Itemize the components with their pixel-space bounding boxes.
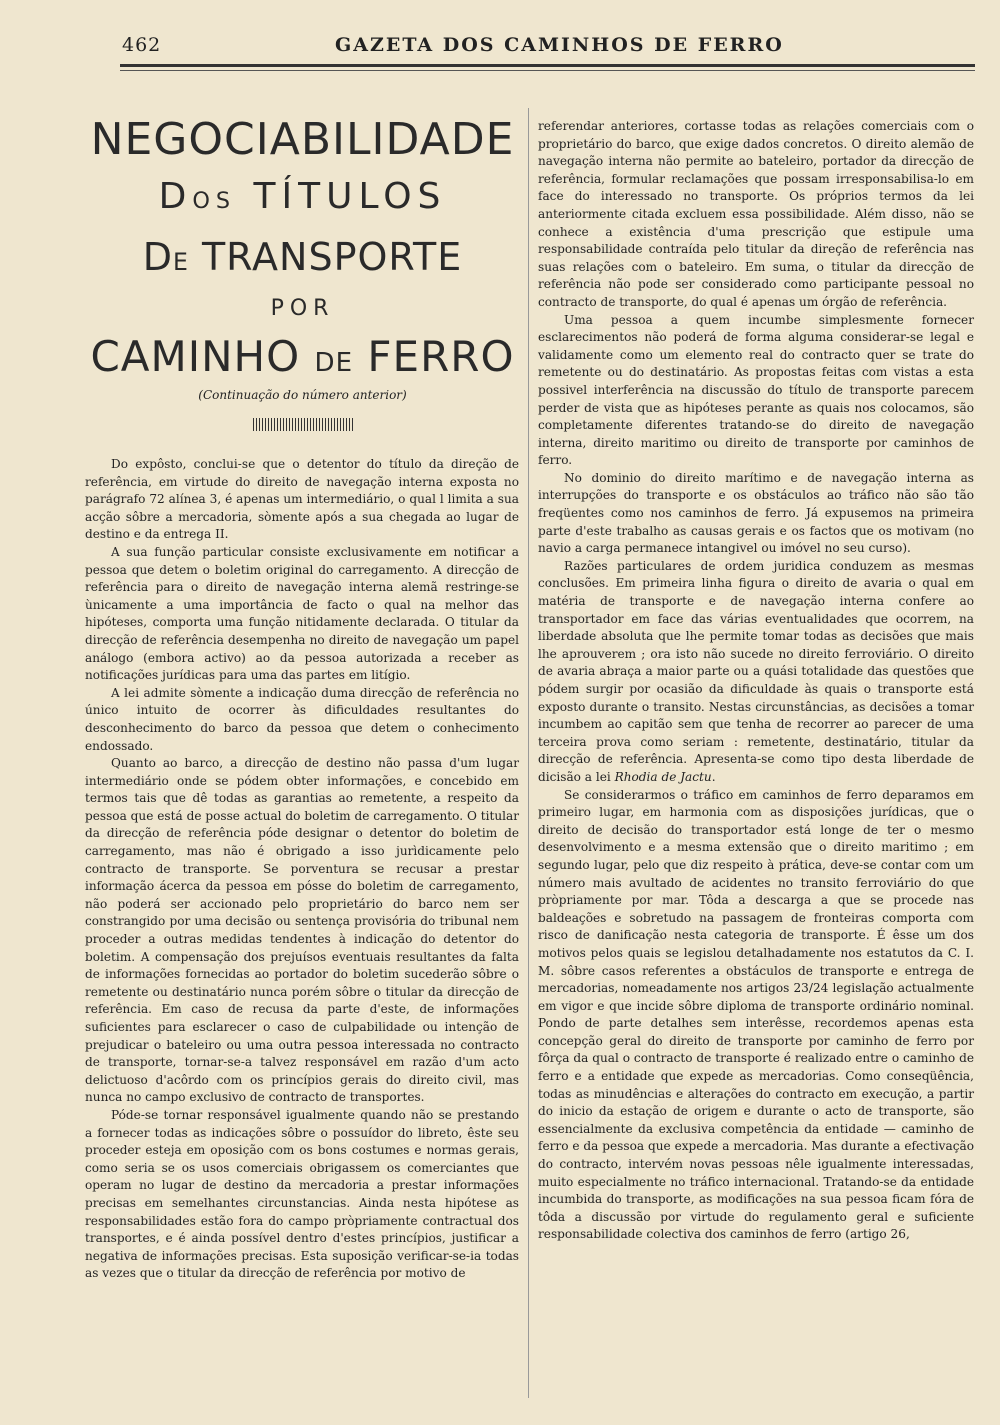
article-title — [85, 110, 520, 393]
left-column — [85, 456, 519, 1283]
title-line-1: NEGOCIABILIDADE — [90, 114, 515, 165]
paragraph: referendar anteriores, cortasse todas as relações comerciais com o proprietário do barco, que exige dados concretos. O direito alemão de navegação interna não permite ao bateleiro, portador da direcção de referência, formular reclamações que possam irresponsabilisa-lo em face do interessado no transporte. Os próprios termos da lei anteriormente citada excluem essa possibilidade. Além disso, não se conhece a existência d'uma prescrição que estipule uma responsabilidade contraída pelo titular da direção de referência nas suas relações com o bateleiro. Em suma, o titular da direcção de referência não pode ser considerado como participante pessoal no contracto de transporte, do qual é apenas um órgão de referência. — [538, 119, 974, 309]
paragraph: A sua função particular consiste exclusivamente em notificar a pessoa que detem o boletim original do carregamento. A direcção de referência para o direito de navegação interna alemã restringe-se ùnicamente a uma importância de facto o qual na melhor das hipóteses, comporta uma função nitidamente declarada. O titular da direcção de referência desempenha no direito de navegação um papel análogo (embora activo) ao da pessoa autorizada a receber as notificações jurídicas para uma das partes em litígio. — [85, 544, 519, 683]
title-line-5: CAMINHO DE FERRO — [90, 332, 515, 381]
page-header — [120, 30, 980, 64]
paragraph: Póde-se tornar responsável igualmente quando não se prestando a fornecer todas as indicações sôbre o possuídor do libreto, êste seu proceder esteja em oposição com os bons costumes e normas gerais, como seria se os usos comerciais obrigassem os comerciantes que operam no lugar de destino da mercadoria a prestar informações precisas em semelhantes circunstancias. Ainda nesta hipótese as responsabilidades estão fora do campo pròpriamente contractual dos transportes, e é ainda possível dentro d'estes princípios, justificar a negativa de informações precisas. Esta suposição verificar-se-ia todas as vezes que o titular da direcção de referência por motivo de — [85, 1107, 519, 1281]
paragraph: No dominio do direito marítimo e de navegação interna as interrupções do transporte e os obstáculos ao tráfico não são tão freqüentes como nos caminhos de ferro. Já expusemos na primeira parte d'este trabalho as causas gerais e os factos que os motivam (no navio a carga permanece intangivel ou imóvel no seu curso). — [538, 470, 974, 556]
continuation-note: (Continuação do número anterior) — [198, 388, 407, 402]
page-number: 462 — [122, 34, 162, 56]
column-divider — [528, 108, 529, 1398]
title-line-2: DOS TÍTULOS — [158, 176, 447, 217]
title-line-4: POR — [270, 296, 335, 321]
header-rule — [120, 64, 975, 67]
paragraph: Uma pessoa a quem incumbe simplesmente fornecer esclarecimentos não poderá de forma alguma considerar-se legal e validamente como um elemento real do contracto quer se trate do remetente ou do destinatário. As propostas feitas com vistas a esta possivel interferência na discussão do título de transporte parecem perder de vista que as hipóteses perante as quais nos colocamos, são completamente diferentes tratando-se do direito de navegação interna, direito maritimo ou direito de transporte por caminhos de ferro. — [538, 312, 974, 468]
paragraph: Se considerarmos o tráfico em caminhos de ferro deparamos em primeiro lugar, em harmonia com as disposições jurídicas, que o direito de decisão do transportador está longe de ter o mesmo desenvolvimento e a mesma extensão que o direito maritimo ; em segundo lugar, pelo que diz respeito à prática, deve-se contar com um número mais avultado de acidentes no transito ferroviário do que pròpriamente por mar. Tôda a descarga a que se procede nas baldeações e sobretudo na passagem de fronteiras comporta com risco de danificação nesta categoria de transporte. É êsse um dos motivos pelos quais se legislou detalhadamente nos estatutos da C. I. M. sôbre casos referentes a obstáculos de transporte e entrega de mercadorias, nomeadamente nos artigos 23/24 legislação actualmente em vigor e que incide sôbre diploma de transporte ordinário nominal. Pondo de parte detalhes sem interêsse, recordemos apenas esta concepção geral do direito de transporte por caminho de ferro por fôrça da qual o contracto de transporte é realizado entre o caminho de ferro e a entidade que expede as mercadorias. Como conseqüência, todas as minudências e alterações do contracto em execução, a partir do inicio da estação de origem e durante o acto de transporte, são essencialmente da exclusiva competência da entidade — caminho de ferro e da pessoa que expede a mercadoria. Mas durante a efectivação do contracto, intervém novas pessoas nêle igualmente interessadas, muito especialmente no tráfico internacional. Tratando-se da entidade incumbida do transporte, as modificações na sua pessoa ficam fóra de tôda a discussão por virtude do regulamento geral e suficiente responsabilidade colectiva dos caminhos de ferro (artigo 26, — [538, 787, 974, 1242]
italic-term: Rhodia de Jactu — [614, 769, 712, 784]
paragraph: A lei admite sòmente a indicação duma direcção de referência no único intuito de ocorrer às dificuldades resultantes do desconhecimento do barco da pessoa que detem o conhecimento endossado. — [85, 685, 519, 753]
ornament-divider — [253, 418, 355, 431]
title-line-3: DE TRANSPORTE — [142, 235, 463, 279]
header-rule-thin — [120, 70, 975, 71]
paragraph: Do expôsto, conclui-se que o detentor do título da direção de referência, em virtude do direito de navegação interna exposta no parágrafo 72 alínea 3, é apenas um intermediário, o qual l limita a sua acção sôbre a mercadoria, sòmente após a sua chegada ao lugar de destino e da entrega II. — [85, 457, 519, 542]
journal-title: GAZETA DOS CAMINHOS DE FERRO — [335, 34, 784, 56]
right-column — [538, 118, 974, 1244]
paragraph: Quanto ao barco, a direcção de destino não passa d'um lugar intermediário onde se pódem obter informações, e concebido em termos tais que dê todas as garantias ao remetente, a respeito da pessoa que está de posse actual do boletim de carregamento. O titular da direcção de referência póde designar o detentor do boletim de carregamento, mas não é obrigado a isso jurìdicamente pelo contracto de transporte. Se porventura se recusar a prestar informação ácerca da pessoa em pósse do boletim de carregamento, não poderá ser accionado pelo proprietário do barco nem ser constrangido por uma decisão ou sentença provisória do tribunal nem proceder a outras medidas tendentes à indicação do detentor do boletim. A compensação dos prejuísos eventuais resultantes da falta de informações fornecidas ao portador do boletim sucederão sôbre o remetente ou destinatário nunca porém sôbre o titular da direcção de referência. Em caso de recusa da parte d'este, de informações suficientes para esclarecer o caso de culpabilidade ou intenção de prejudicar o bateleiro ou uma outra pessoa interessada no contracto de transporte, tornar-se-a talvez responsável em razão d'um acto delictuoso d'acôrdo com os princípios gerais do direito civil, mas nunca no campo exclusivo de contracto de transportes. — [85, 756, 519, 1105]
paragraph: Razões particulares de ordem juridica conduzem as mesmas conclusões. Em primeira linha figura o direito de avaria o qual em matéria de transporte e de navegação interna confere ao transportador em face das várias eventualidades que ocorrem, na liberdade absoluta que lhe permite tomar todas as decisões que mais lhe aprouverem ; ora isto não sucede no direito ferroviário. O direito de avaria abraça a maior parte ou a quási totalidade das questões que pódem surgir por ocasião da dificuldade às quais o transporte está exposto durante o transito. Nestas circunstâncias, as decisões a tomar incumbem ao capitão sem que tenha de recorrer ao parecer de uma terceira prova como seriam : remetente, destinatário, titular da direcção de referência. Apresenta-se como tipo desta liberdade de dicisão a lei Rhodia de Jactu. — [538, 558, 974, 784]
